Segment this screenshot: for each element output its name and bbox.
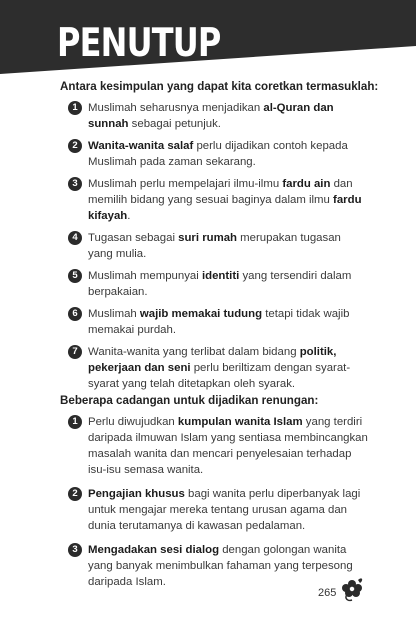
page-title: PENUTUP [57, 21, 221, 66]
body-text: Muslimah seharusnya menjadikan [88, 102, 264, 114]
list-item [68, 138, 368, 170]
emphasis-text: wajib memakai tudung [139, 308, 263, 320]
emphasis-text: politik, pekerjaan dan seni [88, 346, 337, 374]
body-text: merupakan tugasan yang mulia. [88, 232, 341, 260]
list-item [68, 414, 368, 478]
section-heading-suggestions: Beberapa cadangan untuk dijadikan renungan: [60, 394, 319, 407]
body-text: perlu beriltizam dengan syarat-syarat yang telah ditetapkan oleh syarak. [88, 362, 351, 390]
number-badge: 2 [68, 139, 82, 153]
emphasis-text: Pengajian khusus [88, 488, 185, 500]
number-badge: 3 [68, 543, 82, 557]
list-item [68, 100, 368, 132]
body-text: Muslimah mempunyai [88, 270, 202, 282]
emphasis-text: kumpulan wanita Islam [177, 416, 303, 428]
emphasis-text: suri rumah [178, 232, 238, 244]
list-item [68, 486, 368, 534]
body-text: . [127, 210, 131, 222]
body-text: dengan golongan wanita yang banyak menimbulkan fahaman yang terpesong daripada Islam. [88, 544, 353, 588]
emphasis-text: Mengadakan sesi dialog [88, 544, 220, 556]
number-badge: 3 [68, 177, 82, 191]
section-heading-conclusions: Antara kesimpulan yang dapat kita coretkan termasuklah: [60, 80, 379, 93]
body-text: Perlu diwujudkan [88, 416, 178, 428]
number-badge: 6 [68, 307, 82, 321]
emphasis-text: Wanita-wanita salaf [88, 140, 194, 152]
number-badge: 7 [68, 345, 82, 359]
body-text: tetapi tidak wajib memakai purdah. [88, 308, 350, 336]
list-item [68, 344, 368, 392]
number-badge: 1 [68, 101, 82, 115]
body-text: sebagai petunjuk. [128, 118, 221, 130]
number-badge: 5 [68, 269, 82, 283]
body-text: Muslimah perlu mempelajari ilmu-ilmu [88, 178, 283, 190]
list-item [68, 176, 368, 224]
body-text: Tugasan sebagai [88, 232, 179, 244]
number-badge: 4 [68, 231, 82, 245]
list-item [68, 306, 368, 338]
number-badge: 1 [68, 415, 82, 429]
body-text: dan memilih bidang yang sesuai baginya dalam ilmu [88, 178, 353, 206]
list-item [68, 268, 368, 300]
emphasis-text: identiti [201, 270, 240, 282]
body-text: bagi wanita perlu diperbanyak lagi untuk mengajar mereka tentang urusan agama dan dunia terutamanya di kawasan pedalaman. [88, 488, 361, 532]
emphasis-text: fardu ain [282, 178, 331, 190]
page-number: 265 [318, 587, 337, 599]
body-text: Muslimah [88, 308, 140, 320]
body-text: yang terdiri daripada ilmuwan Islam yang sentiasa membincangkan masalah wanita dan mencari penyelesaian terhadap isu-isu semasa wanita. [88, 416, 368, 476]
conclusions-list [68, 100, 368, 392]
number-badge: 2 [68, 487, 82, 501]
flower-ornament-icon [340, 574, 364, 602]
suggestions-list [68, 414, 368, 590]
emphasis-text: fardu kifayah [88, 194, 362, 222]
body-text: Wanita-wanita yang terlibat dalam bidang [88, 346, 300, 358]
body-text: yang tersendiri dalam berpakaian. [88, 270, 352, 298]
list-item [68, 230, 368, 262]
list-item [68, 542, 368, 590]
body-text: perlu dijadikan contoh kepada Muslimah pada zaman sekarang. [88, 140, 348, 168]
emphasis-text: al-Quran dan sunnah [88, 102, 334, 130]
